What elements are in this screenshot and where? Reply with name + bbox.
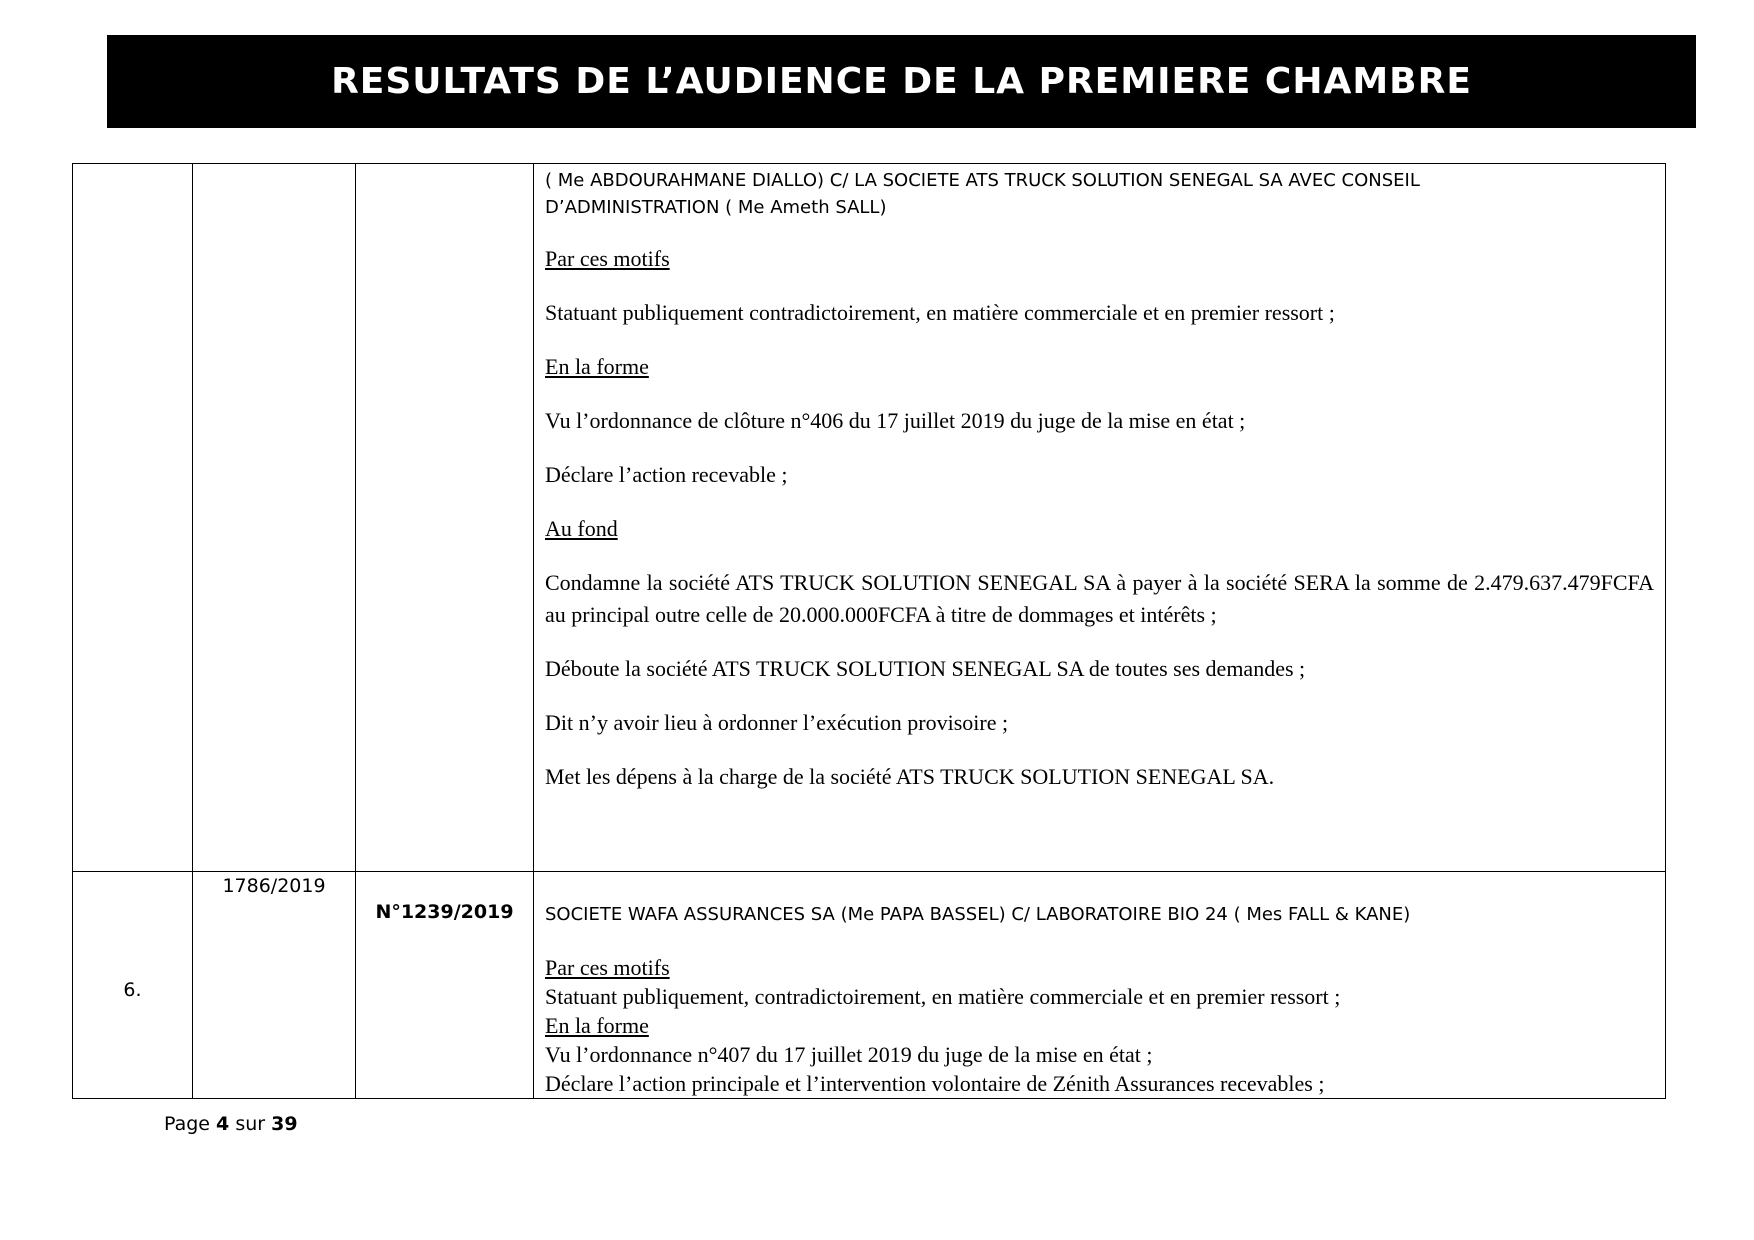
judgment-number: N°1239/2019 — [375, 901, 514, 923]
judgment-number-cell — [356, 872, 534, 1099]
statuant-text: Statuant publiquement contradictoirement, en matière commerciale et en premier ressort ; — [545, 300, 1335, 325]
declare-text: Déclare l’action principale et l’intervention volontaire de Zénith Assurances recevables ; — [545, 1071, 1325, 1096]
parties-line: D’ADMINISTRATION ( Me Ameth SALL) — [545, 197, 887, 218]
decision-cell — [534, 164, 1666, 872]
table-row — [73, 164, 1666, 872]
page-total: 39 — [271, 1113, 298, 1135]
decision-text: Condamne la société ATS TRUCK SOLUTION SENEGAL SA à payer à la société SERA la somme de 2.479.637.479FCFA au principal outre celle de 20.000.000FCFA à titre de dommages et intérêts ; — [545, 570, 1654, 627]
section-heading-forme: En la forme — [545, 354, 649, 379]
parties-line: ( Me ABDOURAHMANE DIALLO) C/ LA SOCIETE ATS TRUCK SOLUTION SENEGAL SA AVEC CONSEIL — [545, 170, 1420, 191]
page-number: 4 — [216, 1113, 230, 1135]
case-number: 6. — [123, 979, 142, 1001]
ordonnance-text: Vu l’ordonnance n°407 du 17 juillet 2019 du juge de la mise en état ; — [545, 1042, 1153, 1067]
case-number-cell — [73, 164, 193, 872]
ordonnance-text: Vu l’ordonnance de clôture n°406 du 17 juillet 2019 du juge de la mise en état ; — [545, 408, 1246, 433]
judgment-number-cell — [356, 164, 534, 872]
decision-cell — [534, 872, 1666, 1099]
results-table — [72, 163, 1666, 1099]
statuant-text: Statuant publiquement, contradictoirement, en matière commerciale et en premier ressort ; — [545, 984, 1341, 1009]
table-row — [73, 872, 1666, 1099]
page-separator: sur — [235, 1113, 266, 1135]
section-heading-motifs: Par ces motifs — [545, 955, 670, 980]
section-heading-forme: En la forme — [545, 1013, 649, 1038]
page-prefix: Page — [164, 1113, 210, 1135]
decision-text: Déboute la société ATS TRUCK SOLUTION SENEGAL SA de toutes ses demandes ; — [545, 656, 1306, 681]
rg-number-cell — [193, 164, 356, 872]
parties-line: SOCIETE WAFA ASSURANCES SA (Me PAPA BASSEL) C/ LABORATOIRE BIO 24 ( Mes FALL & KANE) — [545, 904, 1411, 925]
declare-text: Déclare l’action recevable ; — [545, 462, 788, 487]
page-header-banner — [107, 35, 1696, 128]
decision-text: Met les dépens à la charge de la société ATS TRUCK SOLUTION SENEGAL SA. — [545, 764, 1275, 789]
page-title: RESULTATS DE L’AUDIENCE DE LA PREMIERE CHAMBRE — [331, 61, 1472, 102]
page-footer — [164, 1113, 298, 1135]
decision-text: Dit n’y avoir lieu à ordonner l’exécution provisoire ; — [545, 710, 1009, 735]
section-heading-motifs: Par ces motifs — [545, 246, 670, 271]
case-number-cell — [73, 872, 193, 1099]
section-heading-fond: Au fond — [545, 516, 618, 541]
rg-number-cell — [193, 872, 356, 1099]
rg-number: 1786/2019 — [222, 875, 326, 897]
